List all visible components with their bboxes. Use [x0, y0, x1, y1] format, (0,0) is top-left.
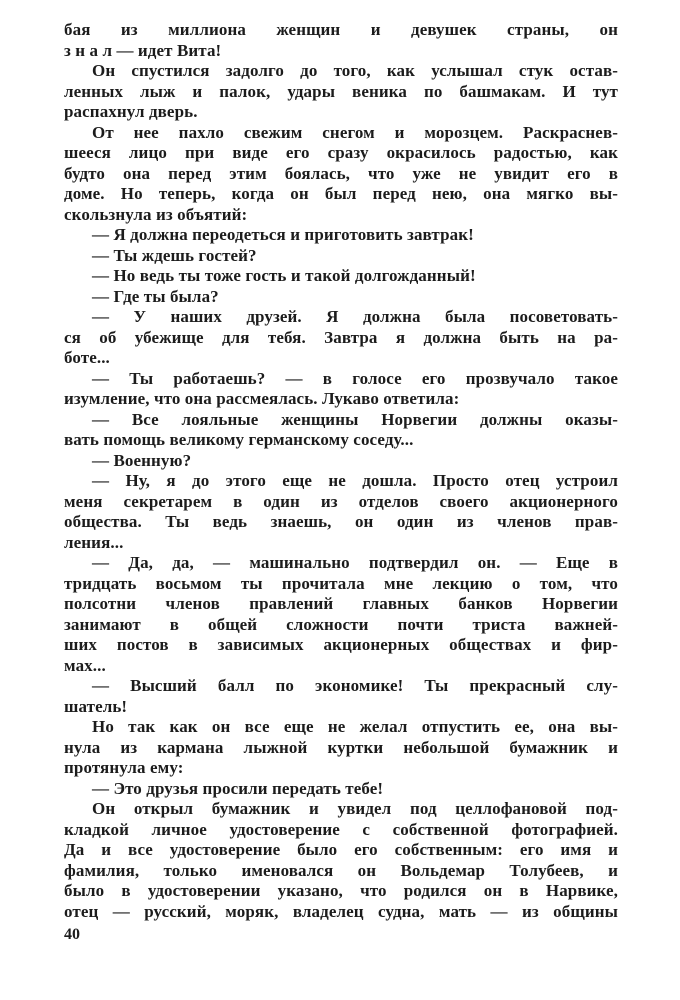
text-line: — Это друзья просили передать тебе! — [92, 778, 384, 798]
text-line: тридцать восьмом ты прочитала мне лекцию о том, что — [64, 573, 618, 593]
text-line: общества. Ты ведь знаешь, он один из членов прав- — [64, 512, 618, 531]
text-line: мах... — [64, 655, 106, 675]
text-line: нула из кармана лыжной куртки небольшой бумажник и — [64, 737, 618, 757]
text-line: кладкой личное удостоверение с собственной фотографией. — [64, 819, 618, 839]
text-line: — Но ведь ты тоже гость и такой долгожданный! — [92, 266, 476, 285]
text-line: доме. Но теперь, когда он был перед нею, она мягко вы- — [64, 184, 618, 203]
text-line: шееся лицо при виде его сразу окрасилось радостью, как — [64, 143, 618, 162]
text-block — [64, 20, 618, 922]
text-line: фамилия, только именовался он Вольдемар Толубеев, и — [64, 860, 618, 880]
text-line: з н а л — идет Вита! — [64, 40, 222, 60]
text-line: полсотни членов правлений главных банков Норвегии — [64, 594, 618, 613]
text-line: протянула ему: — [64, 758, 184, 777]
text-line: боте... — [64, 348, 110, 367]
text-line: — Высший балл по экономике! Ты прекрасный слу- — [92, 676, 618, 695]
text-line: — Да, да, — машинально подтвердил он. — Еще в — [92, 553, 618, 572]
text-line: ленных лыж и палок, удары веника по башмакам. И тут — [64, 81, 618, 101]
text-line: — Военную? — [92, 450, 192, 470]
text-line: меня секретарем в один из отделов своего акционерного — [64, 491, 618, 511]
text-line: скользнула из объятий: — [64, 204, 248, 224]
text-line: — Все лояльные женщины Норвегии должны оказы- — [92, 409, 618, 429]
text-line: Он спустился задолго до того, как услышал стук остав- — [92, 61, 618, 80]
text-line: Да и все удостоверение было его собственным: его имя и — [64, 840, 618, 859]
text-line: изумление, что она рассмеялась. Лукаво ответила: — [64, 389, 460, 408]
text-line: Но так как он все еще не желал отпустить ее, она вы- — [92, 717, 618, 736]
text-line: занимают в общей сложности почти триста важней- — [64, 614, 618, 634]
text-line: — У наших друзей. Я должна была посоветовать- — [92, 307, 618, 326]
text-line: — Ты работаешь? — в голосе его прозвучало такое — [92, 368, 618, 388]
text-line: ления... — [64, 532, 124, 552]
text-line: будто она перед этим боялась, что уже не увидит его в — [64, 163, 618, 183]
text-line: вать помощь великому германскому соседу... — [64, 430, 414, 449]
text-line: ся об убежище для тебя. Завтра я должна быть на ра- — [64, 327, 618, 347]
text-line: — Я должна переодеться и приготовить завтрак! — [92, 225, 474, 244]
page-number: 40 — [64, 926, 80, 943]
text-line: Он открыл бумажник и увидел под целлофановой под- — [92, 799, 618, 818]
text-line: отец — русский, моряк, владелец судна, мать — из общины — [64, 901, 618, 921]
text-line: шатель! — [64, 696, 128, 716]
text-line: — Где ты была? — [92, 286, 219, 306]
text-line: От нее пахло свежим снегом и морозцем. Раскраснев- — [92, 122, 618, 142]
text-line: — Ты ждешь гостей? — [92, 245, 257, 265]
text-line: — Ну, я до этого еще не дошла. Просто отец устроил — [92, 471, 618, 490]
text-line: распахнул дверь. — [64, 102, 198, 121]
text-line: ших постов в зависимых акционерных обществах и фир- — [64, 635, 618, 654]
text-line: бая из миллиона женщин и девушек страны, он — [64, 20, 618, 39]
text-line: было в удостоверении указано, что родился он в Нарвике, — [64, 881, 618, 900]
